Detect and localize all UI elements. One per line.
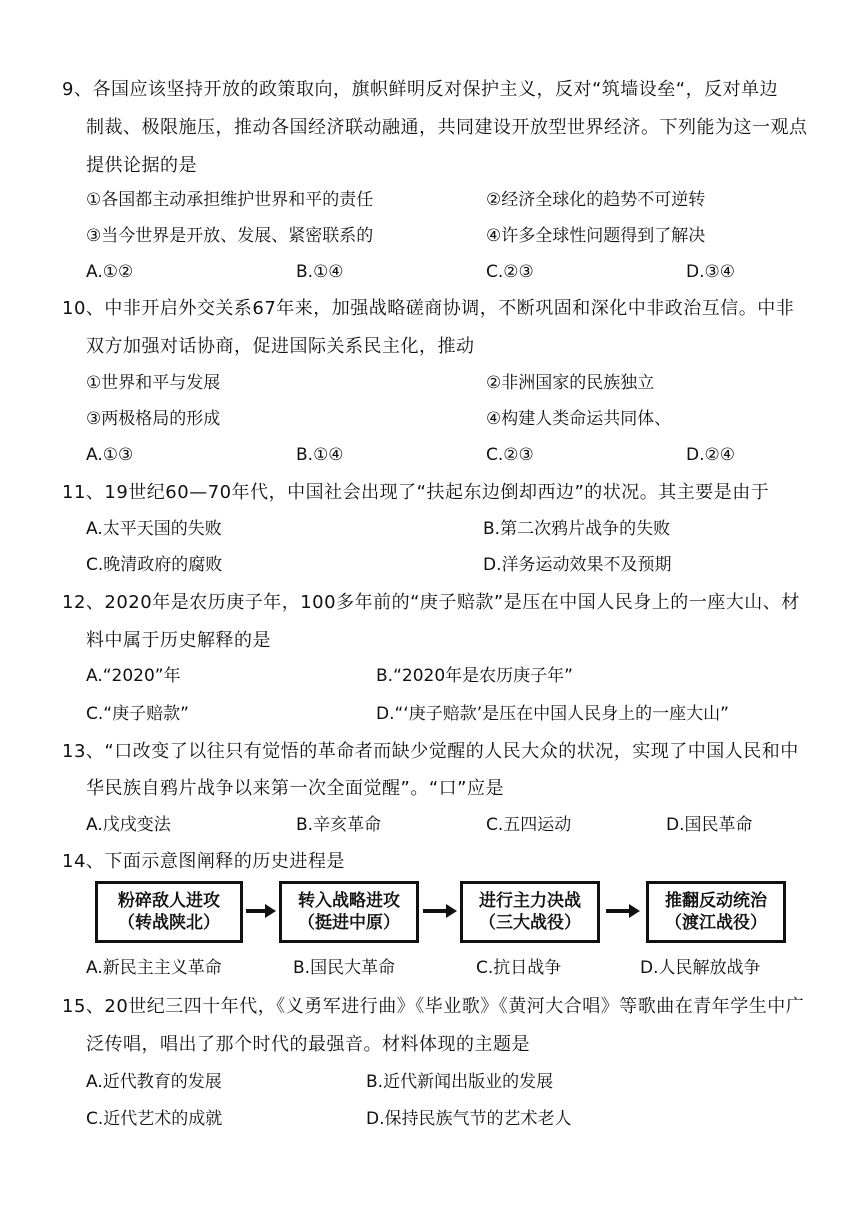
- q13-stem-line-2: 华民族自鸦片战争以来第一次全面觉醒”。“口”应是: [86, 778, 504, 799]
- q14-option-a[interactable]: A.新民主主义革命: [86, 958, 222, 978]
- q14-option-b[interactable]: B.国民大革命: [293, 958, 396, 978]
- q15-option-a[interactable]: A.近代教育的发展: [86, 1072, 222, 1092]
- q15-option-c[interactable]: C.近代艺术的成就: [86, 1109, 223, 1129]
- q11-option-d[interactable]: D.洋务运动效果不及预期: [483, 555, 672, 575]
- q10-option-d[interactable]: D.②④: [686, 445, 735, 465]
- q9-statement-1: ①各国都主动承担维护世界和平的责任: [86, 190, 374, 210]
- q13-option-a[interactable]: A.戊戌变法: [86, 815, 171, 835]
- q11-option-a[interactable]: A.太平天国的失败: [86, 519, 222, 539]
- q9-statement-4: ④许多全球性问题得到了解决: [486, 226, 706, 246]
- q15-stem-line-2: 泛传唱，唱出了那个时代的最强音。材料体现的主题是: [86, 1034, 530, 1055]
- q10-statement-4: ④构建人类命运共同体、: [486, 409, 672, 429]
- q10-option-a[interactable]: A.①③: [86, 445, 134, 465]
- flow-step-2-title: 转入战略进攻: [298, 891, 400, 911]
- q9-option-a[interactable]: A.①②: [86, 262, 134, 282]
- q11-stem-line-1: 11、19世纪60—70年代，中国社会出现了“扶起东边倒却西边”的状况。其主要是由于: [62, 482, 770, 503]
- flow-arrow-3-icon: [605, 903, 641, 919]
- q12-option-d[interactable]: D.“‘庚子赔款’是压在中国人民身上的一座大山”: [376, 704, 729, 724]
- q13-option-b[interactable]: B.辛亥革命: [296, 815, 382, 835]
- flow-step-4-sub: （渡江战役）: [665, 913, 767, 933]
- q15-option-d[interactable]: D.保持民族气节的艺术老人: [366, 1109, 572, 1129]
- flow-step-4: [646, 881, 786, 943]
- q12-option-a[interactable]: A.“2020”年: [86, 666, 181, 686]
- q12-stem-line-1: 12、2020年是农历庚子年，100多年前的“庚子赔款”是压在中国人民身上的一座大山、材: [62, 592, 800, 613]
- q12-option-b[interactable]: B.“2020年是农历庚子年”: [376, 666, 573, 686]
- q15-option-b[interactable]: B.近代新闻出版业的发展: [366, 1072, 554, 1092]
- flow-step-3-sub: （三大战役）: [479, 913, 581, 933]
- flow-step-1: [95, 881, 243, 943]
- q10-stem-line-2: 双方加强对话协商，促进国际关系民主化，推动: [86, 336, 475, 357]
- q10-statement-3: ③两极格局的形成: [86, 409, 221, 429]
- flow-step-2-sub: （挺进中原）: [298, 913, 400, 933]
- q9-statement-2: ②经济全球化的趋势不可逆转: [486, 190, 706, 210]
- flow-step-1-title: 粉碎敌人进攻: [118, 891, 220, 911]
- q14-option-c[interactable]: C.抗日战争: [476, 958, 562, 978]
- q9-option-d[interactable]: D.③④: [686, 262, 735, 282]
- q13-option-d[interactable]: D.国民革命: [666, 815, 753, 835]
- q9-stem-line-1: 9、各国应该坚持开放的政策取向，旗帜鲜明反对保护主义，反对“筑墙设垒“，反对单边: [62, 79, 779, 100]
- q13-option-c[interactable]: C.五四运动: [486, 815, 572, 835]
- q14-stem-line-1: 14、下面示意图阐释的历史进程是: [62, 851, 345, 872]
- flow-step-1-sub: （转战陕北）: [118, 913, 220, 933]
- flow-arrow-1-icon: [245, 903, 277, 919]
- q10-statement-1: ①世界和平与发展: [86, 373, 221, 393]
- flow-arrow-2-icon: [422, 903, 458, 919]
- q9-stem-line-3: 提供论据的是: [86, 155, 197, 176]
- flow-step-4-title: 推翻反动统治: [665, 891, 767, 911]
- q10-option-c[interactable]: C.②③: [486, 445, 534, 465]
- q9-stem-line-2: 制裁、极限施压，推动各国经济联动融通，共同建设开放型世界经济。下列能为这一观点: [86, 117, 808, 138]
- q15-stem-line-1: 15、20世纪三四十年代，《义勇军进行曲》《毕业歌》《黄河大合唱》等歌曲在青年学生中广: [62, 996, 805, 1017]
- q9-statement-3: ③当今世界是开放、发展、紧密联系的: [86, 226, 374, 246]
- q13-stem-line-1: 13、“口改变了以往只有觉悟的革命者而缺少觉醒的人民大众的状况，实现了中国人民和中: [62, 741, 799, 762]
- q9-option-b[interactable]: B.①④: [296, 262, 344, 282]
- q14-option-d[interactable]: D.人民解放战争: [640, 958, 761, 978]
- q12-option-c[interactable]: C.“庚子赔款”: [86, 704, 189, 724]
- q11-option-c[interactable]: C.晚清政府的腐败: [86, 555, 223, 575]
- q9-option-c[interactable]: C.②③: [486, 262, 534, 282]
- q10-statement-2: ②非洲国家的民族独立: [486, 373, 655, 393]
- q11-option-b[interactable]: B.第二次鸦片战争的失败: [483, 519, 671, 539]
- flow-step-3: [460, 881, 600, 943]
- q12-stem-line-2: 料中属于历史解释的是: [86, 630, 271, 651]
- q10-stem-line-1: 10、中非开启外交关系67年来，加强战略磋商协调，不断巩固和深化中非政治互信。中非: [62, 298, 795, 319]
- flow-step-3-title: 进行主力决战: [479, 891, 581, 911]
- q10-option-b[interactable]: B.①④: [296, 445, 344, 465]
- flow-step-2: [279, 881, 419, 943]
